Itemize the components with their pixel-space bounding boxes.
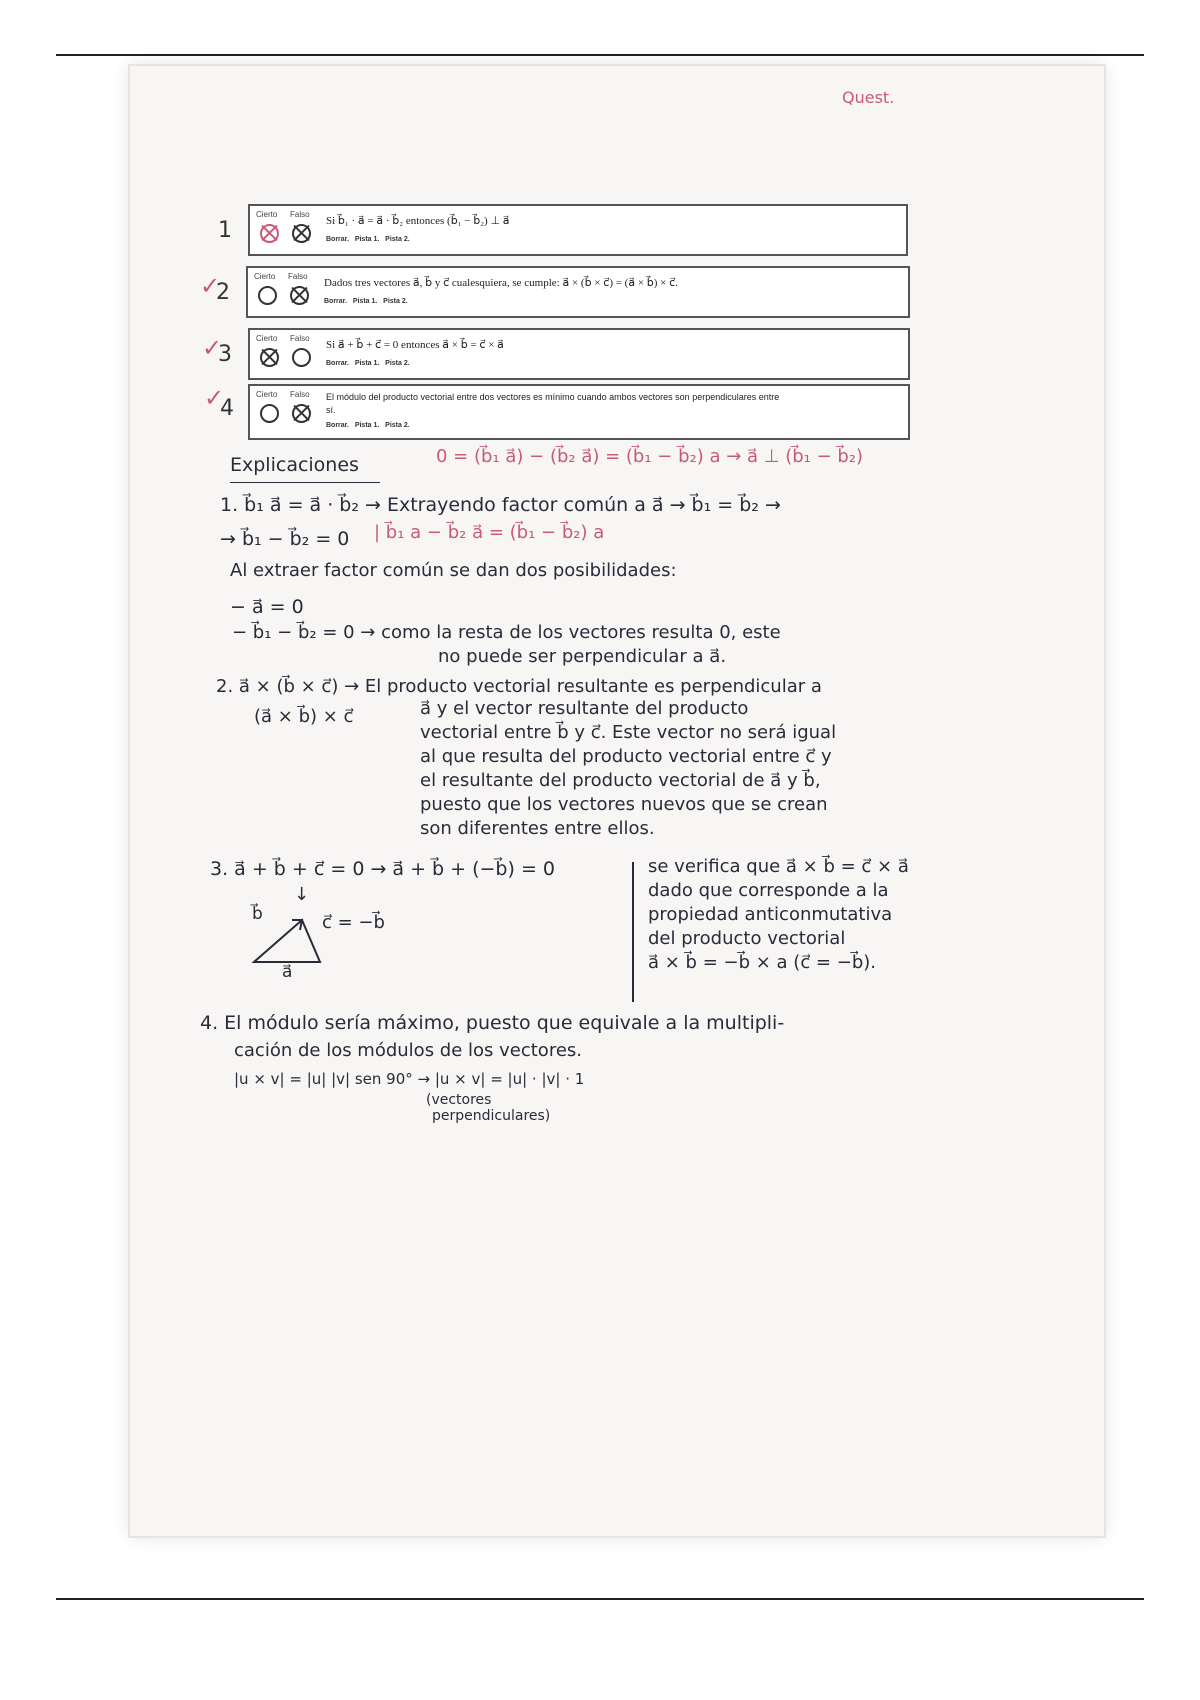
heading-underline	[230, 482, 380, 483]
explanation-2-line-3: vectorial entre b⃗ y c⃗. Este vector no será igual	[420, 722, 837, 743]
explanation-1-line-4: − a⃗ = 0	[230, 596, 304, 618]
triangle-label-b: b⃗	[252, 904, 263, 924]
bottom-rule	[56, 1598, 1144, 1600]
option-false-radio[interactable]	[290, 286, 309, 305]
question-links	[326, 236, 410, 243]
question-links	[326, 422, 410, 429]
triangle-shape	[254, 920, 320, 962]
option-true-radio[interactable]	[260, 404, 279, 423]
option-false-label: Falso	[288, 272, 308, 281]
top-rule	[56, 54, 1144, 56]
question-number: 3	[218, 342, 232, 367]
option-false-label: Falso	[290, 334, 310, 343]
explanation-2-line-1: 2. a⃗ × (b⃗ × c⃗) → El producto vectorial resultante es perpendicular a	[216, 676, 822, 697]
option-true-radio[interactable]	[260, 224, 279, 243]
explanation-2-line-7: son diferentes entre ellos.	[420, 818, 655, 839]
option-false-radio[interactable]	[292, 348, 311, 367]
borrar-link[interactable]: Borrar.	[324, 298, 347, 305]
question-row-1	[248, 204, 908, 256]
option-true-label: Cierto	[254, 272, 276, 281]
question-number: 1	[218, 218, 232, 243]
question-row-3	[248, 328, 910, 380]
explanation-1-line-1: 1. b⃗₁ a⃗ = a⃗ · b⃗₂ → Extrayendo factor común a a⃗ → b⃗₁ = b⃗₂ →	[220, 494, 781, 516]
question-text: Si a⃗ + b⃗ + c⃗ = 0 entonces a⃗ × b⃗ = c⃗ × a⃗	[326, 339, 504, 351]
question-links	[324, 298, 408, 305]
explanation-2-line-2a: (a⃗ × b⃗) × c⃗	[254, 706, 354, 727]
explanation-1-line-5: − b⃗₁ − b⃗₂ = 0 → como la resta de los vectores resulta 0, este	[232, 622, 781, 643]
question-links	[326, 360, 410, 367]
pista1-link[interactable]: Pista 1.	[352, 298, 378, 305]
explanation-2-line-6: puesto que los vectores nuevos que se crean	[420, 794, 828, 815]
corner-note: Quest.	[842, 88, 895, 107]
option-false-label: Falso	[290, 210, 310, 219]
option-false-radio[interactable]	[292, 224, 311, 243]
explanation-1-pink: | b⃗₁ a − b⃗₂ a⃗ = (b⃗₁ − b⃗₂) a	[374, 522, 605, 543]
option-true-radio[interactable]	[258, 286, 277, 305]
pista2-link[interactable]: Pista 2.	[383, 298, 408, 305]
pista2-link[interactable]: Pista 2.	[385, 236, 410, 243]
explanation-4-line-3: |u × v| = |u| |v| sen 90° → |u × v| = |u| · |v| · 1	[234, 1070, 585, 1088]
explanation-2-line-2b: a⃗ y el vector resultante del producto	[420, 698, 749, 719]
explanation-2-line-5: el resultante del producto vectorial de a⃗ y b⃗,	[420, 770, 821, 791]
explanation-3-arrow: ↓	[294, 884, 310, 905]
explanation-3-line-1: 3. a⃗ + b⃗ + c⃗ = 0 → a⃗ + b⃗ + (−b⃗) = 0	[210, 858, 555, 880]
pista2-link[interactable]: Pista 2.	[385, 360, 410, 367]
pista2-link[interactable]: Pista 2.	[385, 422, 410, 429]
question-row-2	[246, 266, 910, 318]
question-text: El módulo del producto vectorial entre dos vectores es mínimo cuando ambos vectores son perpendiculares entre	[326, 392, 780, 402]
option-true-radio[interactable]	[260, 348, 279, 367]
question-check-mark: ✓	[202, 334, 223, 362]
option-false-label: Falso	[290, 390, 310, 399]
question-check-mark: ✓	[204, 384, 225, 412]
explanation-1-line-6: no puede ser perpendicular a a⃗.	[438, 646, 727, 667]
explanation-4-line-2: cación de los módulos de los vectores.	[234, 1040, 583, 1061]
option-false-radio[interactable]	[292, 404, 311, 423]
explanation-3-right-3: propiedad anticonmutativa	[648, 904, 893, 925]
explanation-3-right-1: se verifica que a⃗ × b⃗ = c⃗ × a⃗	[648, 856, 909, 877]
explanation-1-line-2: → b⃗₁ − b⃗₂ = 0	[220, 528, 350, 550]
pista1-link[interactable]: Pista 1.	[354, 360, 380, 367]
scanned-page	[130, 66, 1104, 1536]
explanation-3-right-5: a⃗ × b⃗ = −b⃗ × a (c⃗ = −b⃗).	[648, 952, 876, 973]
explanation-1-line-3: Al extraer factor común se dan dos posibilidades:	[230, 560, 677, 581]
explanation-4-line-4: (vectores	[426, 1092, 492, 1108]
borrar-link[interactable]: Borrar.	[326, 236, 349, 243]
borrar-link[interactable]: Borrar.	[326, 422, 349, 429]
question-row-4	[248, 384, 910, 440]
question-text: Dados tres vectores a⃗, b⃗ y c⃗ cualesquiera, se cumple: a⃗ × (b⃗ × c⃗) = (a⃗ × b⃗) × c⃗.	[324, 277, 678, 289]
question-text: Si b⃗₁ · a⃗ = a⃗ · b⃗₂ entonces (b⃗₁ − b⃗₂) ⊥ a⃗	[326, 215, 510, 227]
triangle-label-a: a⃗	[282, 962, 293, 982]
explanation-3-right-2: dado que corresponde a la	[648, 880, 889, 901]
explanation-4-line-1: 4. El módulo sería máximo, puesto que equivale a la multipli-	[200, 1012, 785, 1034]
question-number: 4	[220, 396, 234, 421]
explanation-2-line-4: al que resulta del producto vectorial entre c⃗ y	[420, 746, 832, 767]
explanations-heading: Explicaciones	[230, 454, 359, 476]
brace-divider	[632, 862, 634, 1002]
question-check-mark: ✓	[200, 272, 221, 300]
option-true-label: Cierto	[256, 210, 278, 219]
triangle-label-c: c⃗ = −b⃗	[322, 912, 385, 933]
borrar-link[interactable]: Borrar.	[326, 360, 349, 367]
pista1-link[interactable]: Pista 1.	[354, 422, 380, 429]
option-true-label: Cierto	[256, 390, 278, 399]
pista1-link[interactable]: Pista 1.	[354, 236, 380, 243]
option-true-label: Cierto	[256, 334, 278, 343]
pink-equation: 0 = (b⃗₁ a⃗) − (b⃗₂ a⃗) = (b⃗₁ − b⃗₂) a → a⃗ ⊥ (b⃗₁ − b⃗₂)	[436, 446, 864, 467]
explanation-4-line-5: perpendiculares)	[432, 1108, 551, 1124]
question-text-continued: sí.	[326, 405, 336, 415]
question-number: 2	[216, 280, 230, 305]
explanation-3-right-4: del producto vectorial	[648, 928, 846, 949]
